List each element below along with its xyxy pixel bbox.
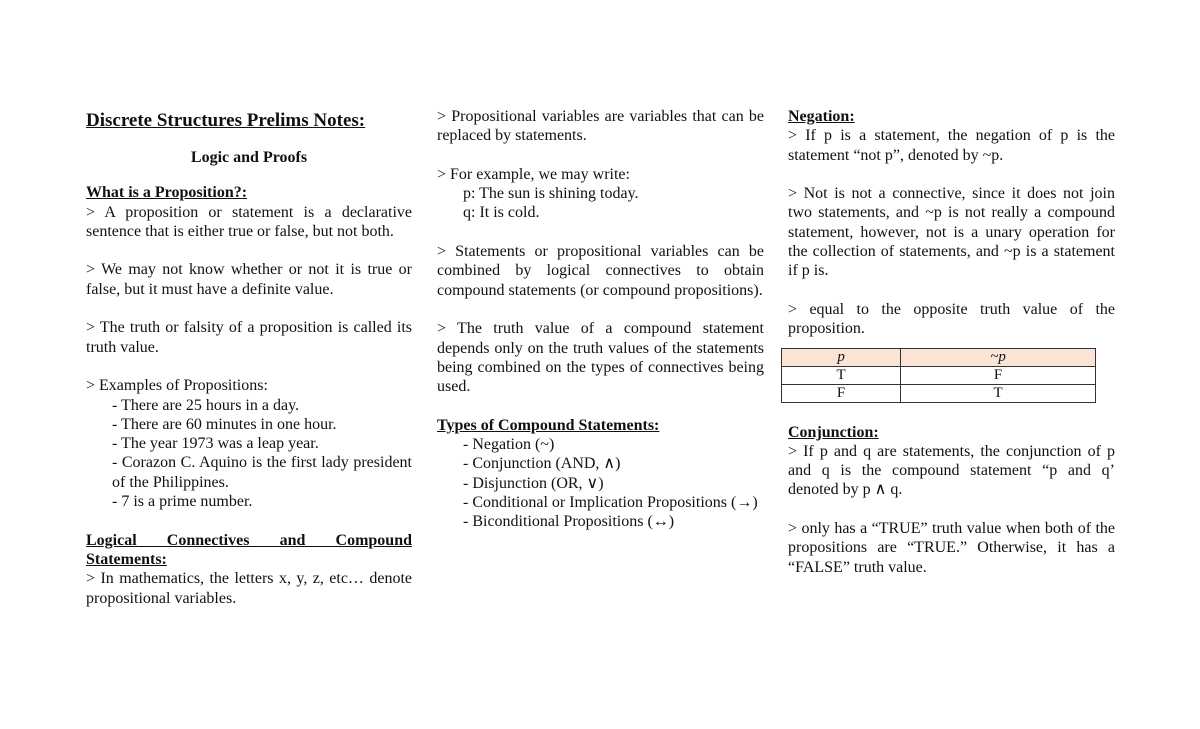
paragraph: > In mathematics, the letters x, y, z, etc… denote propositional variables. — [86, 570, 412, 607]
heading-what-is-proposition: What is a Proposition?: — [86, 184, 248, 202]
column-2 — [437, 107, 764, 532]
paragraph: > Propositional variables are variables that can be replaced by statements. — [437, 108, 764, 145]
heading-logical-connectives: Logical Connectives and Compound Statements: — [86, 531, 412, 568]
paragraph: > The truth value of a compound statement depends only on the truth values of the statements being combined on the types of connectives being used. — [437, 320, 764, 396]
variable-q: q: It is cold. — [463, 204, 540, 222]
examples-intro: > Examples of Propositions: — [86, 377, 268, 395]
paragraph: > equal to the opposite truth value of the proposition. — [788, 300, 1115, 338]
paragraph: > only has a “TRUE” truth value when both of the propositions are “TRUE.” Otherwise, it has a “FALSE” truth value. — [788, 520, 1115, 576]
table-cell: T — [901, 384, 1096, 402]
table-header-cell: ~p — [901, 348, 1096, 366]
table-row — [782, 366, 1096, 384]
heading-negation: Negation: — [788, 108, 855, 125]
column-3 — [788, 107, 1115, 577]
list-item: - The year 1973 was a leap year. — [112, 435, 319, 453]
column-1 — [86, 107, 412, 608]
negation-truth-table — [781, 348, 1096, 403]
list-item: - Negation (~) — [463, 436, 555, 454]
list-item: - Disjunction (OR, ∨) — [463, 474, 604, 492]
variable-p: p: The sun is shining today. — [463, 185, 639, 203]
list-item: - There are 25 hours in a day. — [112, 396, 300, 414]
paragraph: > A proposition or statement is a declarative sentence that is either true or false, but not both. — [86, 203, 412, 240]
paragraph: > Statements or propositional variables can be combined by logical connectives to obtain compound statements (or compound propositions). — [437, 243, 764, 299]
document-title: Discrete Structures Prelims Notes: — [86, 110, 366, 131]
paragraph: > We may not know whether or not it is true or false, but it must have a definite value. — [86, 261, 412, 298]
heading-conjunction: Conjunction: — [788, 423, 879, 441]
document-subtitle: Logic and Proofs — [190, 149, 308, 166]
table-cell: T — [782, 366, 901, 384]
paragraph: > The truth or falsity of a proposition is called its truth value. — [86, 319, 412, 356]
table-header-row — [782, 348, 1096, 366]
table-header-cell: p — [782, 348, 901, 366]
list-item: - There are 60 minutes in one hour. — [112, 415, 337, 433]
list-item: - Conditional or Implication Propositions (→) — [463, 493, 758, 511]
paragraph: > For example, we may write: — [437, 165, 630, 183]
list-item: - Corazon C. Aquino is the first lady president of the Philippines. — [112, 454, 412, 491]
table-row — [782, 384, 1096, 402]
list-item: - 7 is a prime number. — [112, 493, 253, 511]
paragraph: > If p and q are statements, the conjunction of p and q is the compound statement “p and q’ denoted by p ∧ q. — [788, 442, 1115, 499]
paragraph: > If p is a statement, the negation of p is the statement “not p”, denoted by ~p. — [788, 127, 1115, 164]
paragraph: > Not is not a connective, since it does not join two statements, and ~p is not really a compound statement, however, not is a unary operation for the collection of statements, and ~p is a statement if p is. — [788, 185, 1115, 280]
list-item: - Biconditional Propositions (↔) — [463, 513, 675, 531]
list-item: - Conjunction (AND, ∧) — [463, 455, 621, 473]
table-cell: F — [901, 366, 1096, 384]
table-cell: F — [782, 384, 901, 402]
heading-types-compound: Types of Compound Statements: — [437, 416, 660, 434]
